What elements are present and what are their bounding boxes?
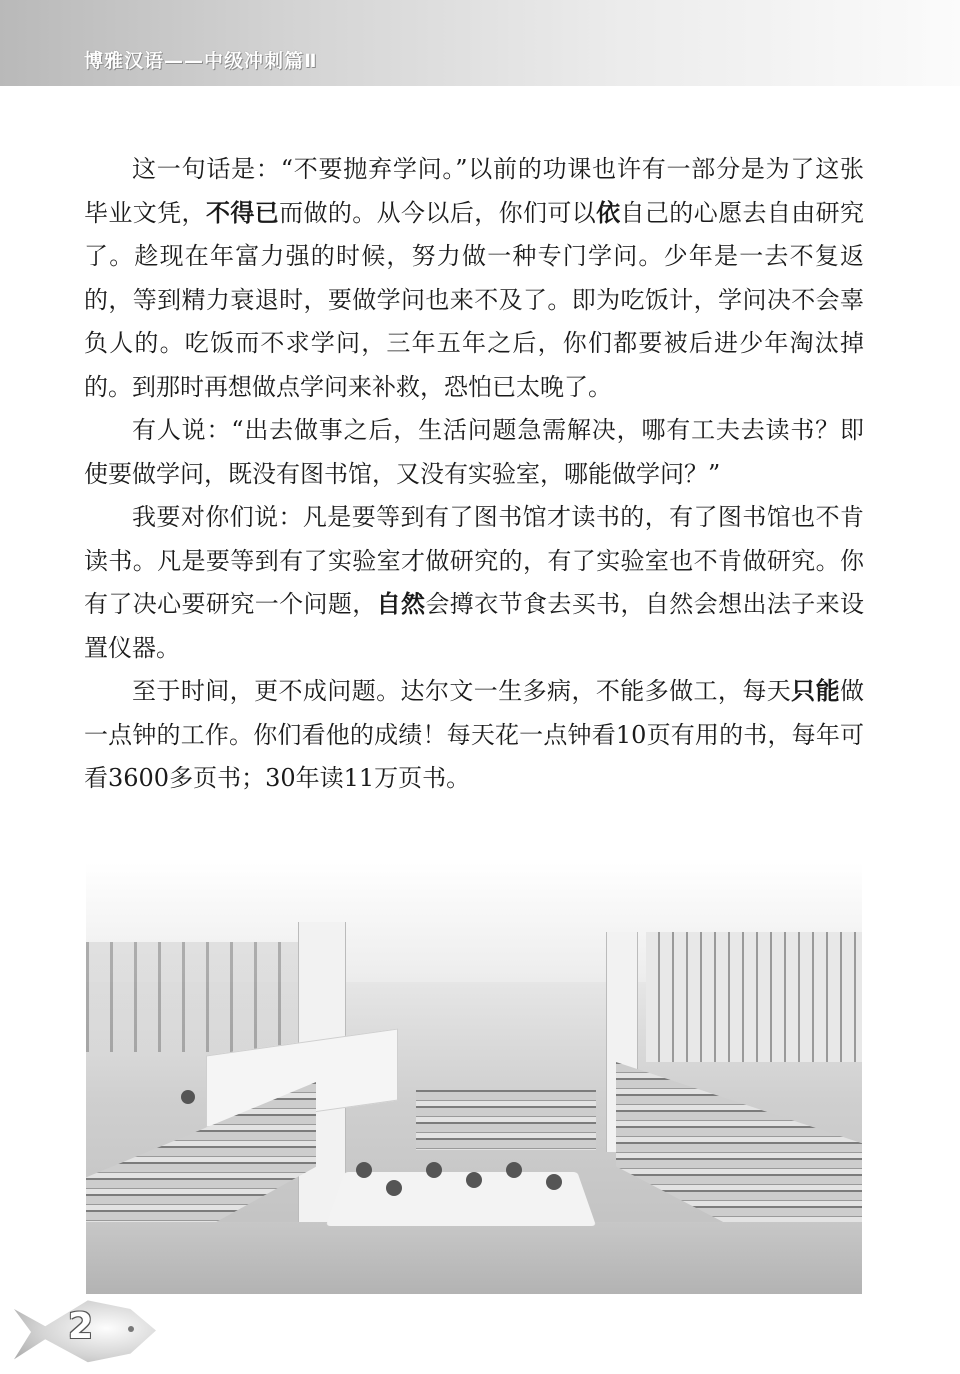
window-grid <box>86 942 326 1052</box>
text-run: 做一点钟的工作。你们看他的成绩！每天花一点钟看10页有用的书，每年可看3600多页书；30年读11万页书。 <box>84 677 864 792</box>
tall-shelves <box>646 932 862 1062</box>
bold-term: 只能 <box>791 677 840 705</box>
paragraph <box>84 409 864 496</box>
reader <box>356 1162 372 1178</box>
book-title: 博雅汉语——中级冲刺篇Ⅱ <box>84 50 318 72</box>
center-bookshelf <box>416 1090 596 1150</box>
reader <box>466 1172 482 1188</box>
reader <box>426 1162 442 1178</box>
text-run: 我要对你们说：凡是要等到有了图书馆才读书的，有了图书馆也不肯读书。凡是要等到有了实验室才做研究的，有了实验室也不肯做研究。你有了决心要研究一个问题， <box>84 503 864 618</box>
text-run: 自己的心愿去自由研究了。趁现在年富力强的时候，努力做一种专门学问。少年是一去不复返的，等到精力衰退时，要做学问也来不及了。即为吃饭计，学问决不会辜负人的。吃饭而不求学问，三年五年之后，你们都要被后进少年淘汰掉的。到那时再想做点学问来补救，恐怕已太晚了。 <box>84 198 865 401</box>
paragraph <box>84 670 864 801</box>
bold-term: 不得已 <box>205 198 280 227</box>
library-photo <box>86 862 862 1294</box>
reader <box>386 1180 402 1196</box>
text-run: 至于时间，更不成问题。达尔文一生多病，不能多做工，每天 <box>132 677 792 705</box>
paragraph <box>84 496 864 670</box>
paragraph <box>84 148 864 409</box>
text-run: 这一句话是：“不要抛弃学问。”以前的功课也许有一部分是为了这张毕业文凭， <box>84 155 864 227</box>
bold-term: 依 <box>596 198 621 227</box>
text-run: 会撙衣节食去买书，自然会想出法子来设置仪器。 <box>84 590 865 662</box>
text-run: 有人说：“出去做事之后，生活问题急需解决，哪有工夫去读书？即使要做学问，既没有图书馆，又没有实验室，哪能做学问？” <box>84 416 864 488</box>
fish-eye <box>128 1326 134 1332</box>
text-run: 而做的。从今以后，你们可以 <box>279 198 597 227</box>
floor <box>86 1222 862 1294</box>
reader <box>506 1162 522 1178</box>
body-text <box>84 148 864 801</box>
reader <box>546 1174 562 1190</box>
reader <box>181 1090 195 1104</box>
page-number: 2 <box>68 1306 94 1347</box>
bold-term: 自然 <box>376 590 426 618</box>
page-header <box>0 0 960 86</box>
